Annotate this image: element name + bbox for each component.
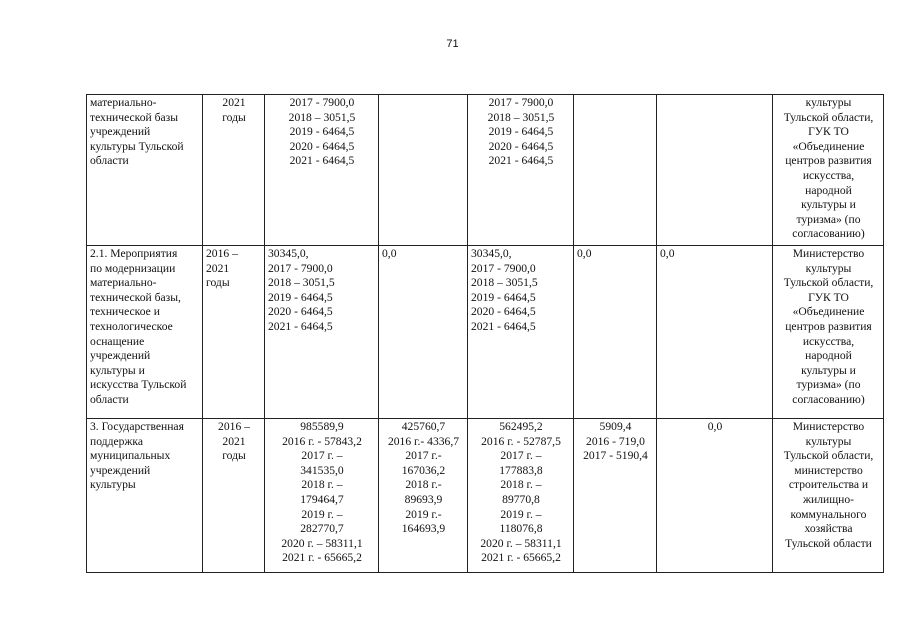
cell-line: искусства Тульской (90, 378, 187, 392)
cell-line: хозяйства (804, 522, 853, 536)
cell-line: 985589,9 (300, 420, 344, 433)
cell-period (203, 95, 265, 246)
cell-line: культуры (805, 434, 852, 448)
table-row (87, 419, 884, 573)
cell-line: годы (222, 449, 246, 463)
cell-line: материально- (90, 96, 157, 109)
cell-executor (773, 246, 884, 419)
cell-line: 2017 - 5190,4 (583, 449, 648, 463)
cell-line: культуры (805, 96, 852, 109)
cell-regional (468, 95, 574, 246)
cell-total (265, 95, 379, 246)
cell-other (657, 95, 773, 246)
cell-line: 2021 (206, 261, 230, 275)
cell-line: 2020 г. – 58311,1 (281, 536, 363, 550)
cell-line: 2017 г.- (405, 449, 442, 463)
cell-other (657, 246, 773, 419)
cell-line: 2016 - 719,0 (586, 434, 645, 448)
cell-line: 2020 г. – 58311,1 (480, 536, 562, 550)
cell-line: учреждений (90, 463, 151, 477)
cell-line: технологическое (90, 319, 173, 333)
cell-line: 2017 - 7900,0 (488, 96, 554, 109)
program-table (86, 94, 884, 573)
cell-line: культуры и (801, 363, 856, 377)
cell-line: 2020 - 6464,5 (488, 139, 554, 153)
cell-line: области (90, 392, 129, 406)
cell-line: 2018 – 3051,5 (288, 110, 356, 124)
cell-line: 425760,7 (401, 420, 446, 433)
cell-line: 2021 - 6464,5 (488, 154, 554, 168)
cell-line: культуры Тульской (90, 139, 184, 153)
cell-line: 2020 - 6464,5 (471, 305, 536, 319)
cell-federal (379, 419, 468, 573)
cell-line: поддержка (90, 434, 144, 448)
cell-line: 30345,0, (471, 247, 512, 260)
cell-line: ГУК ТО (808, 125, 849, 139)
cell-federal (379, 95, 468, 246)
cell-line: 2021 - 6464,5 (268, 319, 333, 333)
cell-line: 2021 (222, 434, 246, 448)
cell-line: области (90, 154, 129, 168)
cell-line: 2021 - 6464,5 (289, 154, 355, 168)
cell-line: 89693,9 (404, 492, 443, 506)
cell-municipal (574, 246, 657, 419)
cell-line: коммунального (790, 507, 867, 521)
cell-municipal (574, 419, 657, 573)
cell-line: культуры (90, 478, 136, 492)
cell-line: 2019 - 6464,5 (488, 125, 554, 139)
cell-line: годы (206, 276, 230, 290)
cell-line: центров развития (785, 319, 872, 333)
table-row (87, 246, 884, 419)
table-row (87, 95, 884, 246)
cell-line: искусства, (802, 168, 855, 182)
cell-executor (773, 419, 884, 573)
cell-line: 2016 г. - 52787,5 (481, 434, 561, 448)
cell-line: техническое и (90, 305, 160, 319)
cell-line: 2018 г. – (500, 478, 542, 492)
cell-line: 2019 - 6464,5 (268, 290, 333, 304)
cell-line: «Объединение (792, 305, 865, 319)
cell-line: 164693,9 (401, 522, 446, 536)
cell-line: 3. Государственная (90, 420, 184, 433)
cell-line: «Объединение (792, 139, 865, 153)
cell-line: Тульской области, (783, 449, 874, 463)
cell-line: 2021 - 6464,5 (471, 319, 536, 333)
cell-line: 2021 г. - 65665,2 (282, 551, 362, 565)
page-number: 71 (446, 38, 459, 50)
cell-name (87, 419, 203, 573)
cell-total (265, 246, 379, 419)
cell-line: по модернизации (90, 261, 176, 275)
cell-line: учреждений (90, 125, 151, 139)
cell-line: 282770,7 (300, 522, 344, 536)
cell-line: 2018 г. – (301, 478, 343, 492)
cell-other (657, 419, 773, 573)
cell-executor (773, 95, 884, 246)
cell-name (87, 95, 203, 246)
cell-line: Министерство (792, 247, 865, 260)
cell-line: технической базы (90, 110, 179, 124)
cell-line: 2017 - 7900,0 (471, 261, 536, 275)
cell-line: 2021 г. - 65665,2 (481, 551, 561, 565)
cell-regional (468, 246, 574, 419)
cell-line: 2018 – 3051,5 (471, 276, 538, 290)
cell-line: 167036,2 (401, 463, 446, 477)
cell-name (87, 246, 203, 419)
cell-line: центров развития (785, 154, 872, 168)
cell-period (203, 246, 265, 419)
cell-line: строительства и (788, 478, 869, 492)
cell-line: 341535,0 (300, 463, 344, 477)
cell-line: учреждений (90, 349, 151, 363)
cell-municipal (574, 95, 657, 246)
cell-line: туризма» (по (796, 212, 861, 226)
cell-line: 177883,8 (499, 463, 543, 477)
cell-line: 2017 г. – (301, 449, 343, 463)
cell-line: 30345,0, (268, 247, 309, 260)
cell-line: 2016 г. - 57843,2 (282, 434, 362, 448)
cell-line: народной (805, 349, 852, 363)
cell-line: 5909,4 (599, 420, 632, 433)
cell-line: 2016 – (206, 247, 238, 260)
cell-line: 2.1. Мероприятия (90, 247, 178, 260)
cell-line: технической базы, (90, 290, 181, 304)
cell-line: материально- (90, 276, 157, 290)
cell-line: 179464,7 (300, 492, 344, 506)
cell-line: народной (805, 183, 852, 197)
cell-line: искусства, (802, 334, 855, 348)
cell-line: 2019 - 6464,5 (471, 290, 536, 304)
cell-line: 2019 г.- (405, 507, 442, 521)
cell-line: 89770,8 (502, 492, 540, 506)
cell-line: культуры (805, 261, 852, 275)
cell-line: 2016 г.- 4336,7 (387, 434, 460, 448)
cell-line: 2017 г. – (500, 449, 542, 463)
cell-line: 2018 г.- (405, 478, 442, 492)
cell-line: 0,0 (577, 247, 592, 260)
cell-line: Тульской области, (783, 276, 874, 290)
cell-line: 2017 - 7900,0 (289, 96, 355, 109)
cell-line: 0,0 (707, 420, 723, 433)
cell-line: 562495,2 (499, 420, 543, 433)
cell-line: 2021 (222, 96, 246, 109)
cell-line: министерство (794, 463, 863, 477)
cell-period (203, 419, 265, 573)
cell-line: согласованию) (792, 227, 865, 241)
cell-line: оснащение (90, 334, 145, 348)
cell-line: 2020 - 6464,5 (289, 139, 355, 153)
cell-line: 2018 – 3051,5 (487, 110, 555, 124)
cell-line: 0,0 (382, 247, 397, 260)
cell-line: 2019 г. – (301, 507, 343, 521)
cell-line: годы (222, 110, 246, 124)
cell-line: культуры и (90, 363, 145, 377)
cell-line: 2019 - 6464,5 (289, 125, 355, 139)
cell-line: культуры и (801, 198, 856, 212)
cell-line: 2019 г. – (500, 507, 542, 521)
cell-line: ГУК ТО (808, 290, 849, 304)
cell-line: 2020 - 6464,5 (268, 305, 333, 319)
cell-line: Министерство (792, 420, 865, 433)
cell-total (265, 419, 379, 573)
cell-line: согласованию) (792, 392, 865, 406)
cell-line: Тульской области (785, 536, 872, 550)
cell-line: туризма» (по (796, 378, 861, 392)
cell-regional (468, 419, 574, 573)
cell-line: Тульской области, (783, 110, 874, 124)
cell-line: 0,0 (660, 247, 675, 260)
cell-line: 2016 – (218, 420, 250, 433)
cell-line: 2017 - 7900,0 (268, 261, 333, 275)
cell-line: муниципальных (90, 449, 171, 463)
cell-line: 2018 – 3051,5 (268, 276, 335, 290)
cell-line: жилищно- (803, 492, 854, 506)
cell-federal (379, 246, 468, 419)
cell-line: 118076,8 (499, 522, 543, 536)
